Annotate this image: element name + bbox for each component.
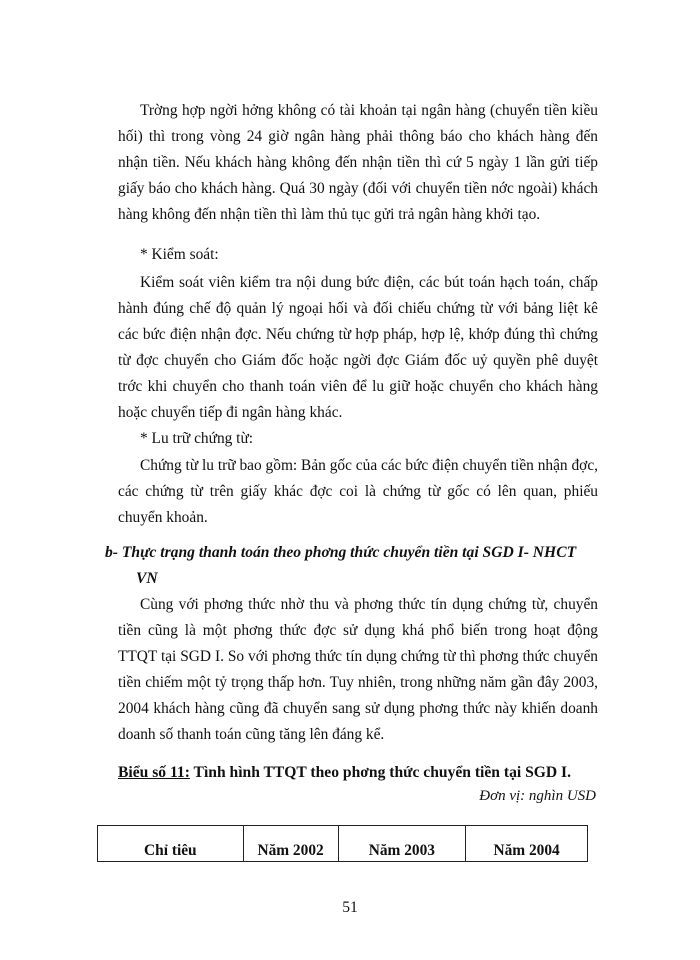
section-heading-b: b- Thực trạng thanh toán theo phơng thức chuyển tiền tại SGD I- NHCT VN bbox=[105, 544, 577, 587]
table-label: Biểu số 11: bbox=[118, 764, 190, 781]
table-header-cell: Năm 2004 bbox=[466, 826, 588, 862]
table-title: Biểu số 11: Tình hình TTQT theo phơng thức chuyển tiền tại SGD I. bbox=[118, 764, 572, 781]
remittance-table bbox=[97, 825, 588, 862]
table-unit: Đơn vị: nghìn USD bbox=[479, 788, 596, 804]
subheading-control: * Kiểm soát: bbox=[140, 246, 219, 263]
table-header-cell: Năm 2002 bbox=[243, 826, 338, 862]
paragraph-control: Kiểm soát viên kiểm tra nội dung bức điện, các bút toán hạch toán, chấp hành đúng chế độ quản lý ngoại hối và đối chiếu chứng từ với bảng liệt kê các bức điện nhận đợc. Nếu chứng từ hợp pháp, hợp lệ, khớp đúng thì chứng từ đợc chuyển cho Giám đốc hoặc ngời đợc Giám đốc uỷ quyền phê duyệt trớc khi chuyển cho thanh toán viên để lu giữ hoặc chuyển cho khách hàng hoặc chuyển tiếp đi ngân hàng khác. bbox=[118, 274, 598, 421]
table-header-cell: Chỉ tiêu bbox=[98, 826, 244, 862]
paragraph-remittance-notice: Trờng hợp ngời hởng không có tài khoản tại ngân hàng (chuyển tiền kiều hối) thì trong vòng 24 giờ ngân hàng phải thông báo cho khách hàng đến nhận tiền. Nếu khách hàng không đến nhận tiền thì cứ 5 ngày 1 lần gửi tiếp giấy báo cho khách hàng. Quá 30 ngày (đối với chuyển tiền nớc ngoài) khách hàng không đến nhận tiền thì làm thủ tục gửi trả ngân hàng khởi tạo. bbox=[118, 102, 598, 223]
paragraph-archive: Chứng từ lu trữ bao gồm: Bản gốc của các bức điện chuyển tiền nhận đợc, các chứng từ trên giấy khác đợc coi là chứng từ gốc có lên quan, phiếu chuyển khoản. bbox=[118, 457, 598, 526]
subheading-archive: * Lu trữ chứng từ: bbox=[140, 430, 254, 447]
table-header-row bbox=[98, 826, 588, 862]
page-number: 51 bbox=[342, 899, 358, 916]
paragraph-remittance-status: Cùng với phơng thức nhờ thu và phơng thức tín dụng chứng từ, chuyển tiền cũng là một phơng thức đợc sử dụng khá phổ biến trong hoạt động TTQT tại SGD I. So với phơng thức tín dụng chứng từ thì phơng thức chuyển tiền chiếm một tỷ trọng thấp hơn. Tuy nhiên, trong những năm gần đây 2003, 2004 khách hàng cũng đã chuyển sang sử dụng phơng thức này khiến doanh doanh số thanh toán cũng tăng lên đáng kể. bbox=[118, 596, 598, 743]
table-header-cell: Năm 2003 bbox=[338, 826, 466, 862]
